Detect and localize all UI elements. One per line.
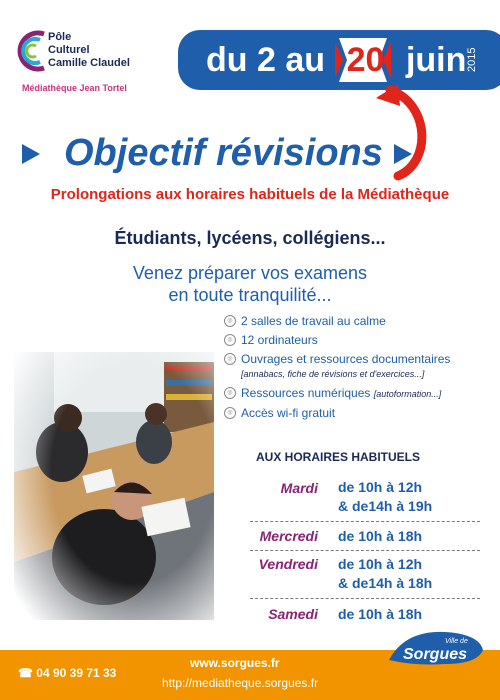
- schedule-hours: [338, 605, 478, 624]
- list-item: [224, 406, 490, 420]
- phone-number: 04 90 39 71 33: [36, 666, 117, 680]
- city-name: Sorgues: [403, 646, 468, 663]
- feature-text: 2 salles de travail au calme: [241, 314, 386, 328]
- schedule-day: Mercredi: [259, 528, 318, 544]
- schedule-day: Mardi: [280, 480, 318, 496]
- bullet-icon: ◎: [224, 353, 236, 365]
- hours-line: & de14h à 19h: [338, 498, 433, 514]
- date-year: 2015: [466, 47, 478, 73]
- schedule-heading: AUX HORAIRES HABITUELS: [256, 450, 421, 464]
- bullet-icon: ◎: [224, 334, 236, 346]
- schedule-divider: [250, 598, 480, 599]
- schedule-hours: [338, 555, 478, 593]
- date-prefix: du 2 au: [206, 41, 326, 79]
- logo-line: Culturel: [48, 44, 90, 56]
- feature-text: Accès wi-fi gratuit: [241, 406, 336, 420]
- prepare-line: en toute tranquilité...: [168, 285, 332, 305]
- ville-de-sorgues-logo: [385, 626, 487, 668]
- feature-note: [autoformation...]: [373, 389, 442, 399]
- hours-line: & de14h à 18h: [338, 575, 433, 591]
- features-list: [224, 314, 490, 425]
- mediatheque-link[interactable]: http://mediatheque.sorgues.fr: [162, 676, 319, 690]
- feature-text: Ouvrages et ressources documentaires: [241, 352, 451, 366]
- logo-line: Pôle: [48, 31, 72, 43]
- bullet-icon: ◎: [224, 387, 236, 399]
- schedule-divider: [250, 550, 480, 551]
- poster-title: Objectif révisions: [64, 132, 383, 174]
- website-link[interactable]: www.sorgues.fr: [190, 656, 280, 670]
- schedule-day: Samedi: [268, 606, 318, 622]
- prepare-text: [100, 262, 400, 306]
- logo-name: [48, 31, 158, 70]
- schedule-divider: [250, 521, 480, 522]
- logo-line: Camille Claudel: [48, 57, 130, 69]
- triangle-right-icon: [394, 144, 412, 164]
- students-studying-photo: [14, 352, 214, 620]
- feature-text: Ressources numériques: [241, 386, 371, 400]
- date-day: 20: [346, 41, 385, 79]
- list-item: [224, 333, 490, 347]
- feature-note: [annabacs, fiche de révisions et d'exercices...]: [241, 369, 425, 379]
- hours-line: de 10h à 12h: [338, 479, 423, 495]
- bullet-icon: ◎: [224, 407, 236, 419]
- logo-subtitle: Médiathèque Jean Tortel: [22, 83, 127, 93]
- schedule-hours: [338, 527, 478, 546]
- schedule-hours: [338, 478, 478, 516]
- bullet-icon: ◎: [224, 315, 236, 327]
- hours-line: de 10h à 12h: [338, 556, 423, 572]
- date-month: juin: [405, 41, 467, 79]
- date-range: [206, 40, 466, 80]
- telephone-icon: ☎: [18, 666, 37, 680]
- city-small-label: Ville de: [445, 638, 468, 645]
- list-item: [224, 352, 490, 381]
- phone-contact: [18, 666, 116, 680]
- hours-line: de 10h à 18h: [338, 528, 423, 544]
- audience-heading: Étudiants, lycéens, collégiens...: [114, 228, 386, 248]
- poster-subtitle: Prolongations aux horaires habituels de la Médiathèque: [50, 186, 450, 203]
- prepare-line: Venez préparer vos examens: [132, 263, 368, 283]
- list-item: [224, 386, 490, 401]
- schedule-day: Vendredi: [258, 556, 318, 572]
- hours-line: de 10h à 18h: [338, 606, 423, 622]
- triangle-left-icon: [22, 144, 40, 164]
- list-item: [224, 314, 490, 328]
- feature-text: 12 ordinateurs: [241, 333, 318, 347]
